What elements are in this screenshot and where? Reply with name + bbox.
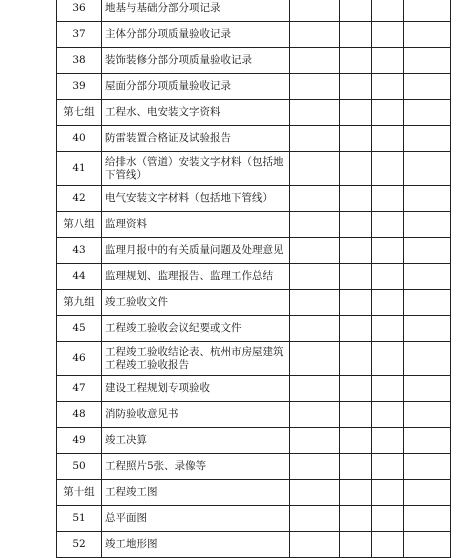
row-number-cell: 38 (57, 48, 102, 74)
blank-cell (340, 126, 372, 152)
table-row (57, 186, 451, 212)
blank-cell (372, 0, 404, 22)
blank-cell (290, 152, 340, 186)
row-number-cell: 41 (57, 152, 102, 186)
item-name-cell: 工程照片5张、录像等 (102, 454, 290, 480)
blank-cell (372, 186, 404, 212)
blank-cell (372, 22, 404, 48)
item-name-cell: 竣工验收文件 (102, 290, 290, 316)
table-row (57, 264, 451, 290)
table-row (57, 480, 451, 506)
blank-cell (372, 454, 404, 480)
blank-cell (372, 480, 404, 506)
blank-cell (404, 480, 451, 506)
item-name-cell: 地基与基础分部分项记录 (102, 0, 290, 22)
blank-cell (340, 74, 372, 100)
blank-cell (404, 126, 451, 152)
blank-cell (404, 22, 451, 48)
blank-cell (404, 290, 451, 316)
blank-cell (340, 532, 372, 558)
blank-cell (340, 454, 372, 480)
blank-cell (290, 342, 340, 376)
table-row (57, 22, 451, 48)
blank-cell (340, 238, 372, 264)
row-number-cell: 36 (57, 0, 102, 22)
item-name-cell: 竣工决算 (102, 428, 290, 454)
blank-cell (340, 480, 372, 506)
blank-cell (372, 264, 404, 290)
blank-cell (340, 0, 372, 22)
table-row (57, 100, 451, 126)
blank-cell (372, 316, 404, 342)
row-number-cell: 40 (57, 126, 102, 152)
blank-cell (340, 506, 372, 532)
table-row (57, 238, 451, 264)
blank-cell (290, 532, 340, 558)
blank-cell (340, 428, 372, 454)
blank-cell (290, 126, 340, 152)
blank-cell (290, 402, 340, 428)
blank-cell (372, 212, 404, 238)
row-number-cell: 45 (57, 316, 102, 342)
item-name-cell: 工程水、电安装文字资料 (102, 100, 290, 126)
blank-cell (290, 48, 340, 74)
item-name-cell: 给排水（管道）安装文字材料（包括地下管线） (102, 152, 290, 186)
row-number-cell: 37 (57, 22, 102, 48)
blank-cell (340, 402, 372, 428)
blank-cell (290, 186, 340, 212)
blank-cell (372, 48, 404, 74)
row-number-cell: 44 (57, 264, 102, 290)
item-name-cell: 监理月报中的有关质量问题及处理意见 (102, 238, 290, 264)
blank-cell (404, 454, 451, 480)
blank-cell (372, 428, 404, 454)
blank-cell (290, 238, 340, 264)
blank-cell (404, 316, 451, 342)
row-number-cell: 第七组 (57, 100, 102, 126)
blank-cell (340, 186, 372, 212)
table-row (57, 126, 451, 152)
item-name-cell: 主体分部分项质量验收记录 (102, 22, 290, 48)
blank-cell (372, 126, 404, 152)
blank-cell (372, 342, 404, 376)
blank-cell (404, 342, 451, 376)
row-number-cell: 51 (57, 506, 102, 532)
blank-cell (404, 238, 451, 264)
table-row (57, 342, 451, 376)
blank-cell (372, 532, 404, 558)
blank-cell (404, 532, 451, 558)
row-number-cell: 第十组 (57, 480, 102, 506)
blank-cell (340, 152, 372, 186)
row-number-cell: 49 (57, 428, 102, 454)
blank-cell (404, 428, 451, 454)
blank-cell (290, 74, 340, 100)
archive-checklist-table (56, 0, 451, 558)
blank-cell (290, 316, 340, 342)
blank-cell (290, 454, 340, 480)
row-number-cell: 47 (57, 376, 102, 402)
row-number-cell: 第八组 (57, 212, 102, 238)
blank-cell (372, 74, 404, 100)
blank-cell (290, 100, 340, 126)
blank-cell (290, 376, 340, 402)
table-row (57, 212, 451, 238)
blank-cell (372, 506, 404, 532)
blank-cell (290, 264, 340, 290)
row-number-cell: 52 (57, 532, 102, 558)
row-number-cell: 46 (57, 342, 102, 376)
blank-cell (340, 212, 372, 238)
blank-cell (290, 290, 340, 316)
blank-cell (404, 48, 451, 74)
table-body (57, 0, 451, 558)
row-number-cell: 39 (57, 74, 102, 100)
item-name-cell: 竣工地形图 (102, 532, 290, 558)
blank-cell (372, 402, 404, 428)
item-name-cell: 消防验收意见书 (102, 402, 290, 428)
item-name-cell: 监理规划、监理报告、监理工作总结 (102, 264, 290, 290)
blank-cell (340, 48, 372, 74)
blank-cell (372, 376, 404, 402)
table-row (57, 428, 451, 454)
blank-cell (404, 100, 451, 126)
item-name-cell: 总平面图 (102, 506, 290, 532)
item-name-cell: 工程竣工图 (102, 480, 290, 506)
table-row (57, 0, 451, 22)
blank-cell (404, 0, 451, 22)
blank-cell (404, 402, 451, 428)
blank-cell (340, 290, 372, 316)
table-row (57, 376, 451, 402)
table-row (57, 532, 451, 558)
row-number-cell: 42 (57, 186, 102, 212)
blank-cell (340, 264, 372, 290)
table-row (57, 48, 451, 74)
item-name-cell: 建设工程规划专项验收 (102, 376, 290, 402)
item-name-cell: 工程竣工验收结论表、杭州市房屋建筑工程竣工验收报告 (102, 342, 290, 376)
blank-cell (340, 376, 372, 402)
row-number-cell: 50 (57, 454, 102, 480)
blank-cell (404, 212, 451, 238)
blank-cell (372, 290, 404, 316)
blank-cell (340, 342, 372, 376)
blank-cell (290, 506, 340, 532)
table-row (57, 74, 451, 100)
blank-cell (404, 186, 451, 212)
blank-cell (404, 264, 451, 290)
blank-cell (290, 0, 340, 22)
blank-cell (404, 376, 451, 402)
blank-cell (404, 152, 451, 186)
blank-cell (404, 74, 451, 100)
blank-cell (404, 506, 451, 532)
blank-cell (290, 480, 340, 506)
item-name-cell: 监理资料 (102, 212, 290, 238)
blank-cell (340, 100, 372, 126)
blank-cell (290, 22, 340, 48)
blank-cell (372, 152, 404, 186)
row-number-cell: 第九组 (57, 290, 102, 316)
table-row (57, 454, 451, 480)
table-row (57, 152, 451, 186)
blank-cell (290, 212, 340, 238)
table-row (57, 290, 451, 316)
item-name-cell: 防雷装置合格证及试验报告 (102, 126, 290, 152)
blank-cell (340, 316, 372, 342)
row-number-cell: 43 (57, 238, 102, 264)
item-name-cell: 工程竣工验收会议纪要或文件 (102, 316, 290, 342)
row-number-cell: 48 (57, 402, 102, 428)
blank-cell (372, 100, 404, 126)
blank-cell (372, 238, 404, 264)
table-row (57, 506, 451, 532)
item-name-cell: 装饰装修分部分项质量验收记录 (102, 48, 290, 74)
table-row (57, 316, 451, 342)
item-name-cell: 屋面分部分项质量验收记录 (102, 74, 290, 100)
table-row (57, 402, 451, 428)
item-name-cell: 电气安装文字材料（包括地下管线） (102, 186, 290, 212)
blank-cell (290, 428, 340, 454)
blank-cell (340, 22, 372, 48)
